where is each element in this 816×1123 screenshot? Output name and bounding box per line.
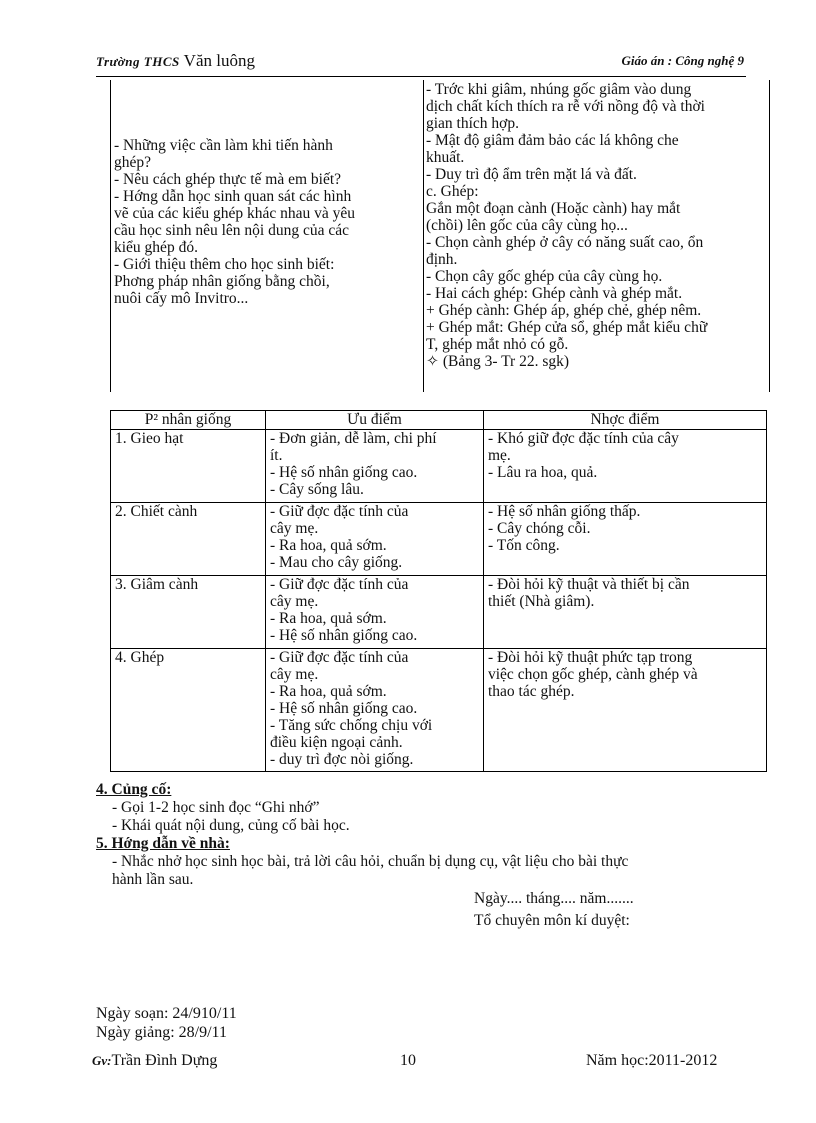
cons-cell bbox=[484, 430, 767, 503]
pros-line: - Hệ số nhân giống cao. bbox=[270, 700, 418, 717]
activity-line: - Những việc cần làm khi tiến hành bbox=[114, 137, 333, 154]
homework-item: - Nhắc nhở học sinh học bài, trả lời câu hỏi, chuẩn bị dụng cụ, vật liệu cho bài thực bbox=[112, 853, 629, 870]
content-line: c. Ghép: bbox=[426, 183, 479, 200]
content-line: - Mật độ giâm đảm bảo các lá không che bbox=[426, 132, 679, 149]
consolidation-title: 4. Củng cố: bbox=[96, 781, 172, 798]
cons-line: - Đòi hỏi kỹ thuật và thiết bị cần bbox=[488, 576, 690, 593]
cons-line: thao tác ghép. bbox=[488, 683, 575, 700]
cons-cell bbox=[484, 503, 767, 576]
teacher-prefix: Gv: bbox=[92, 1053, 112, 1068]
pros-line: cây mẹ. bbox=[270, 666, 319, 683]
activity-line: vẽ của các kiểu ghép khác nhau và yêu bbox=[114, 205, 355, 222]
method-cell: 4. Ghép bbox=[111, 649, 266, 772]
page-number: 10 bbox=[400, 1052, 416, 1069]
consolidation-item: - Khái quát nội dung, củng cố bài học. bbox=[112, 817, 350, 834]
cons-line: - Hệ số nhân giống thấp. bbox=[488, 503, 641, 520]
cons-line: thiết (Nhà giâm). bbox=[488, 593, 595, 610]
pros-line: - Hệ số nhân giống cao. bbox=[270, 627, 418, 644]
cons-line: - Đòi hỏi kỹ thuật phức tạp trong bbox=[488, 649, 693, 666]
pros-line: - Giữ đợc đặc tính của bbox=[270, 576, 409, 593]
table-row bbox=[111, 576, 767, 649]
activity-line: ghép? bbox=[114, 154, 152, 171]
cons-line: - Khó giữ đợc đặc tính của cây bbox=[488, 430, 679, 447]
cons-line: mẹ. bbox=[488, 447, 511, 464]
consolidation-item: - Gọi 1-2 học sinh đọc “Ghi nhớ” bbox=[112, 799, 320, 816]
activity-line: - Giới thiệu thêm cho học sinh biết: bbox=[114, 256, 335, 273]
header-pros: Ưu điểm bbox=[266, 411, 484, 430]
pros-line: - Ra hoa, quả sớm. bbox=[270, 537, 387, 554]
header-rule bbox=[96, 76, 746, 77]
header-cons: Nhợc điểm bbox=[484, 411, 767, 430]
content-line: - Chọn cây gốc ghép của cây cùng họ. bbox=[426, 268, 663, 285]
pros-line: cây mẹ. bbox=[270, 593, 319, 610]
header-method: P² nhân giống bbox=[111, 411, 266, 430]
cons-cell bbox=[484, 576, 767, 649]
pros-line: - Ra hoa, quả sớm. bbox=[270, 610, 387, 627]
activity-line: - Hớng dẫn học sinh quan sát các hình bbox=[114, 188, 352, 205]
activity-line: cầu học sinh nêu lên nội dung của các bbox=[114, 222, 349, 239]
header-school bbox=[96, 52, 255, 70]
activity-line: - Nêu cách ghép thực tế mà em biết? bbox=[114, 171, 342, 188]
content-line: gian thích hợp. bbox=[426, 115, 519, 132]
content-line: (chồi) lên gốc của cây cùng họ... bbox=[426, 217, 628, 234]
pros-line: - Tăng sức chống chịu với bbox=[270, 717, 433, 734]
content-line: T, ghép mắt nhỏ có gỗ. bbox=[426, 336, 569, 353]
method-cell: 1. Gieo hạt bbox=[111, 430, 266, 503]
lesson-content bbox=[426, 81, 766, 370]
content-line: - Trớc khi giâm, nhúng gốc giâm vào dung bbox=[426, 81, 692, 98]
pros-cell bbox=[266, 649, 484, 772]
pros-line: - Hệ số nhân giống cao. bbox=[270, 464, 418, 481]
pros-line: - Giữ đợc đặc tính của bbox=[270, 503, 409, 520]
activity-line: kiểu ghép đó. bbox=[114, 239, 198, 256]
school-name: Văn luông bbox=[183, 51, 255, 70]
cons-line: - Tốn công. bbox=[488, 537, 560, 554]
cons-cell bbox=[484, 649, 767, 772]
pros-line: - duy trì đợc nòi giống. bbox=[270, 751, 414, 768]
pros-line: - Ra hoa, quả sớm. bbox=[270, 683, 387, 700]
content-line: dịch chất kích thích ra rễ với nồng độ và thời bbox=[426, 98, 705, 115]
table-row bbox=[111, 649, 767, 772]
table-header-row bbox=[111, 411, 767, 430]
column-divider bbox=[423, 80, 424, 392]
pros-line: - Giữ đợc đặc tính của bbox=[270, 649, 409, 666]
content-line: Gắn một đoạn cành (Hoặc cành) hay mắt bbox=[426, 200, 681, 217]
pros-line: điều kiện ngoại cảnh. bbox=[270, 734, 403, 751]
pros-line: ít. bbox=[270, 447, 283, 464]
pros-line: - Mau cho cây giống. bbox=[270, 554, 403, 571]
pros-line: cây mẹ. bbox=[270, 520, 319, 537]
pros-cell bbox=[266, 430, 484, 503]
content-line: ✧ (Bảng 3- Tr 22. sgk) bbox=[426, 353, 570, 370]
pros-line: - Đơn giản, dễ làm, chi phí bbox=[270, 430, 437, 447]
signature-date: Ngày.... tháng.... năm....... bbox=[474, 890, 634, 907]
content-line: - Chọn cành ghép ở cây có năng suất cao, ổn bbox=[426, 234, 704, 251]
signature-approval: Tổ chuyên môn kí duyệt: bbox=[474, 912, 630, 929]
method-cell: 2. Chiết cành bbox=[111, 503, 266, 576]
school-year: Năm học:2011-2012 bbox=[586, 1052, 718, 1069]
activity-line: nuôi cấy mô Invitro... bbox=[114, 290, 249, 307]
table-row bbox=[111, 503, 767, 576]
footer-teacher bbox=[92, 1052, 217, 1069]
content-line: + Ghép cành: Ghép áp, ghép chẻ, ghép nêm. bbox=[426, 302, 702, 319]
teacher-activities bbox=[114, 137, 414, 307]
content-line: - Hai cách ghép: Ghép cành và ghép mắt. bbox=[426, 285, 683, 302]
pros-line: - Cây sống lâu. bbox=[270, 481, 364, 498]
content-line: khuất. bbox=[426, 149, 465, 166]
cons-line: - Lâu ra hoa, quả. bbox=[488, 464, 598, 481]
header-subject: Giáo án : Công nghệ 9 bbox=[621, 53, 744, 68]
school-prefix: Trường THCS bbox=[96, 54, 180, 69]
table-row bbox=[111, 430, 767, 503]
date-taught: Ngày giảng: 28/9/11 bbox=[96, 1024, 227, 1041]
cons-line: việc chọn gốc ghép, cành ghép và bbox=[488, 666, 698, 683]
content-line: định. bbox=[426, 251, 458, 268]
teacher-name: Trần Đình Dựng bbox=[111, 1052, 218, 1069]
propagation-comparison-table bbox=[110, 410, 767, 772]
pros-cell bbox=[266, 503, 484, 576]
date-prepared: Ngày soạn: 24/910/11 bbox=[96, 1005, 237, 1022]
activity-line: Phơng pháp nhân giống bằng chồi, bbox=[114, 273, 330, 290]
homework-title: 5. Hớng dẫn về nhà: bbox=[96, 835, 230, 852]
content-line: - Duy trì độ ẩm trên mặt lá và đất. bbox=[426, 166, 637, 183]
method-cell: 3. Giâm cành bbox=[111, 576, 266, 649]
cons-line: - Cây chóng cỗi. bbox=[488, 520, 591, 537]
pros-cell bbox=[266, 576, 484, 649]
homework-item: hành lần sau. bbox=[112, 871, 194, 888]
content-line: + Ghép mắt: Ghép cửa sổ, ghép mắt kiểu chữ bbox=[426, 319, 708, 336]
